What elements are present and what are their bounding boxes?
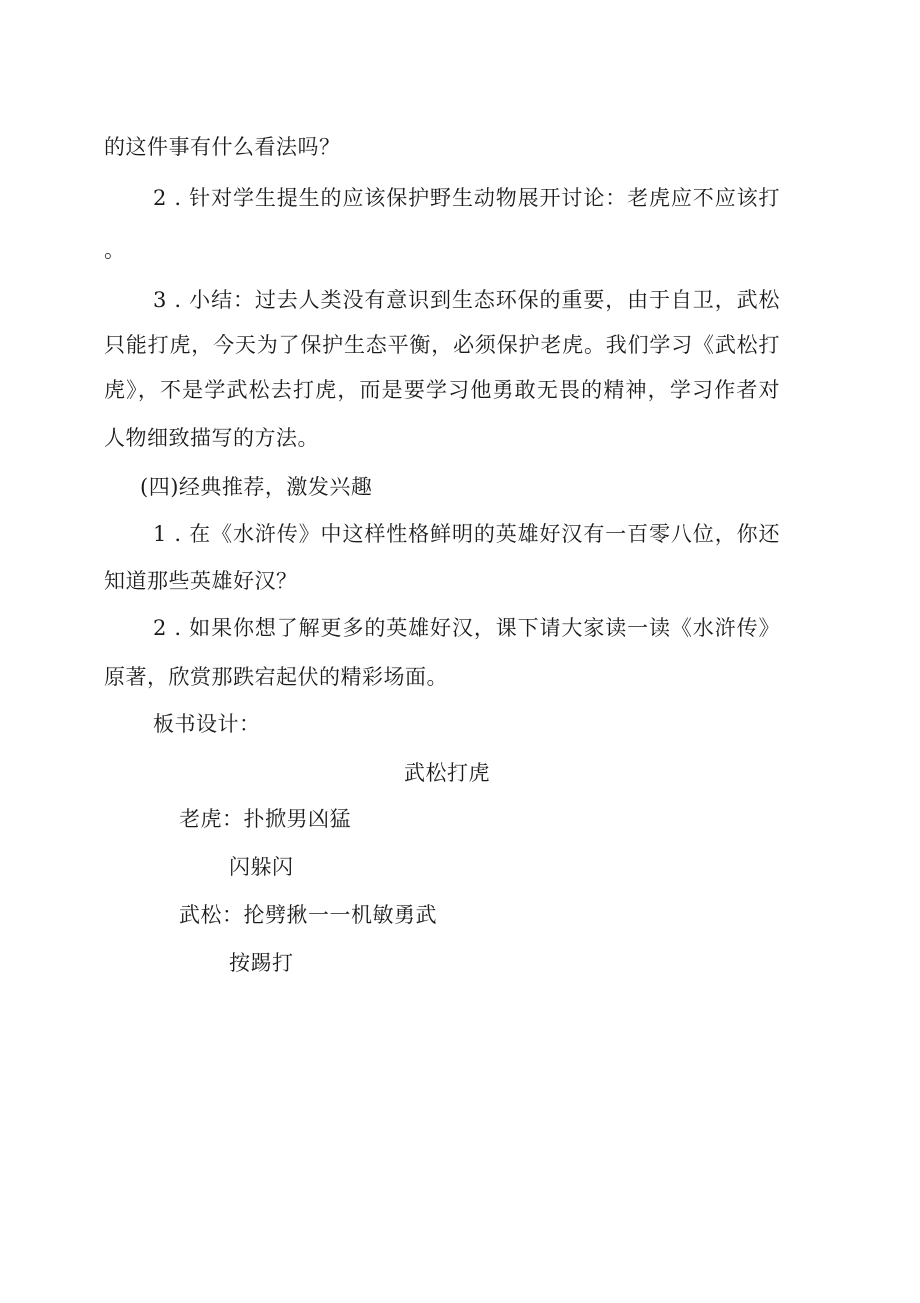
- text-line: 人物细致描写的方法。: [104, 426, 319, 450]
- text-line: 。: [104, 238, 126, 262]
- text-line: 的这件事有什么看法吗？: [104, 135, 341, 159]
- board-line: 按踢打: [229, 951, 294, 975]
- board-line: 武松：抡劈揪一一机敏勇武: [179, 903, 437, 927]
- text-line: 原著，欣赏那跌宕起伏的精彩场面。: [104, 665, 448, 689]
- list-item-text-line: 1 . 在《水浒传》中这样性格鲜明的英雄好汉有一百零八位，你还: [153, 522, 780, 546]
- text-line: 只能打虎，今天为了保护生态平衡，必须保护老虎。我们学习《武松打: [104, 333, 780, 357]
- list-item-text-line: 2 . 如果你想了解更多的英雄好汉，课下请大家读一读《水浒传》: [153, 616, 780, 640]
- list-item-text-line: 2 . 针对学生提生的应该保护野生动物展开讨论：老虎应不应该打: [153, 186, 780, 210]
- board-title: 武松打虎: [404, 761, 490, 785]
- list-item-text-line: 3 . 小结：过去人类没有意识到生态环保的重要，由于自卫，武松: [153, 288, 780, 312]
- section-heading: (四)经典推荐，激发兴趣: [140, 475, 373, 499]
- board-line: 闪躲闪: [229, 855, 294, 879]
- board-line: 老虎：扑掀男凶猛: [179, 807, 351, 831]
- board-design-label: 板书设计：: [153, 712, 261, 736]
- text-line: 知道那些英雄好汉？: [104, 569, 298, 593]
- text-line: 虎》，不是学武松去打虎，而是要学习他勇敢无畏的精神，学习作者对: [104, 378, 780, 402]
